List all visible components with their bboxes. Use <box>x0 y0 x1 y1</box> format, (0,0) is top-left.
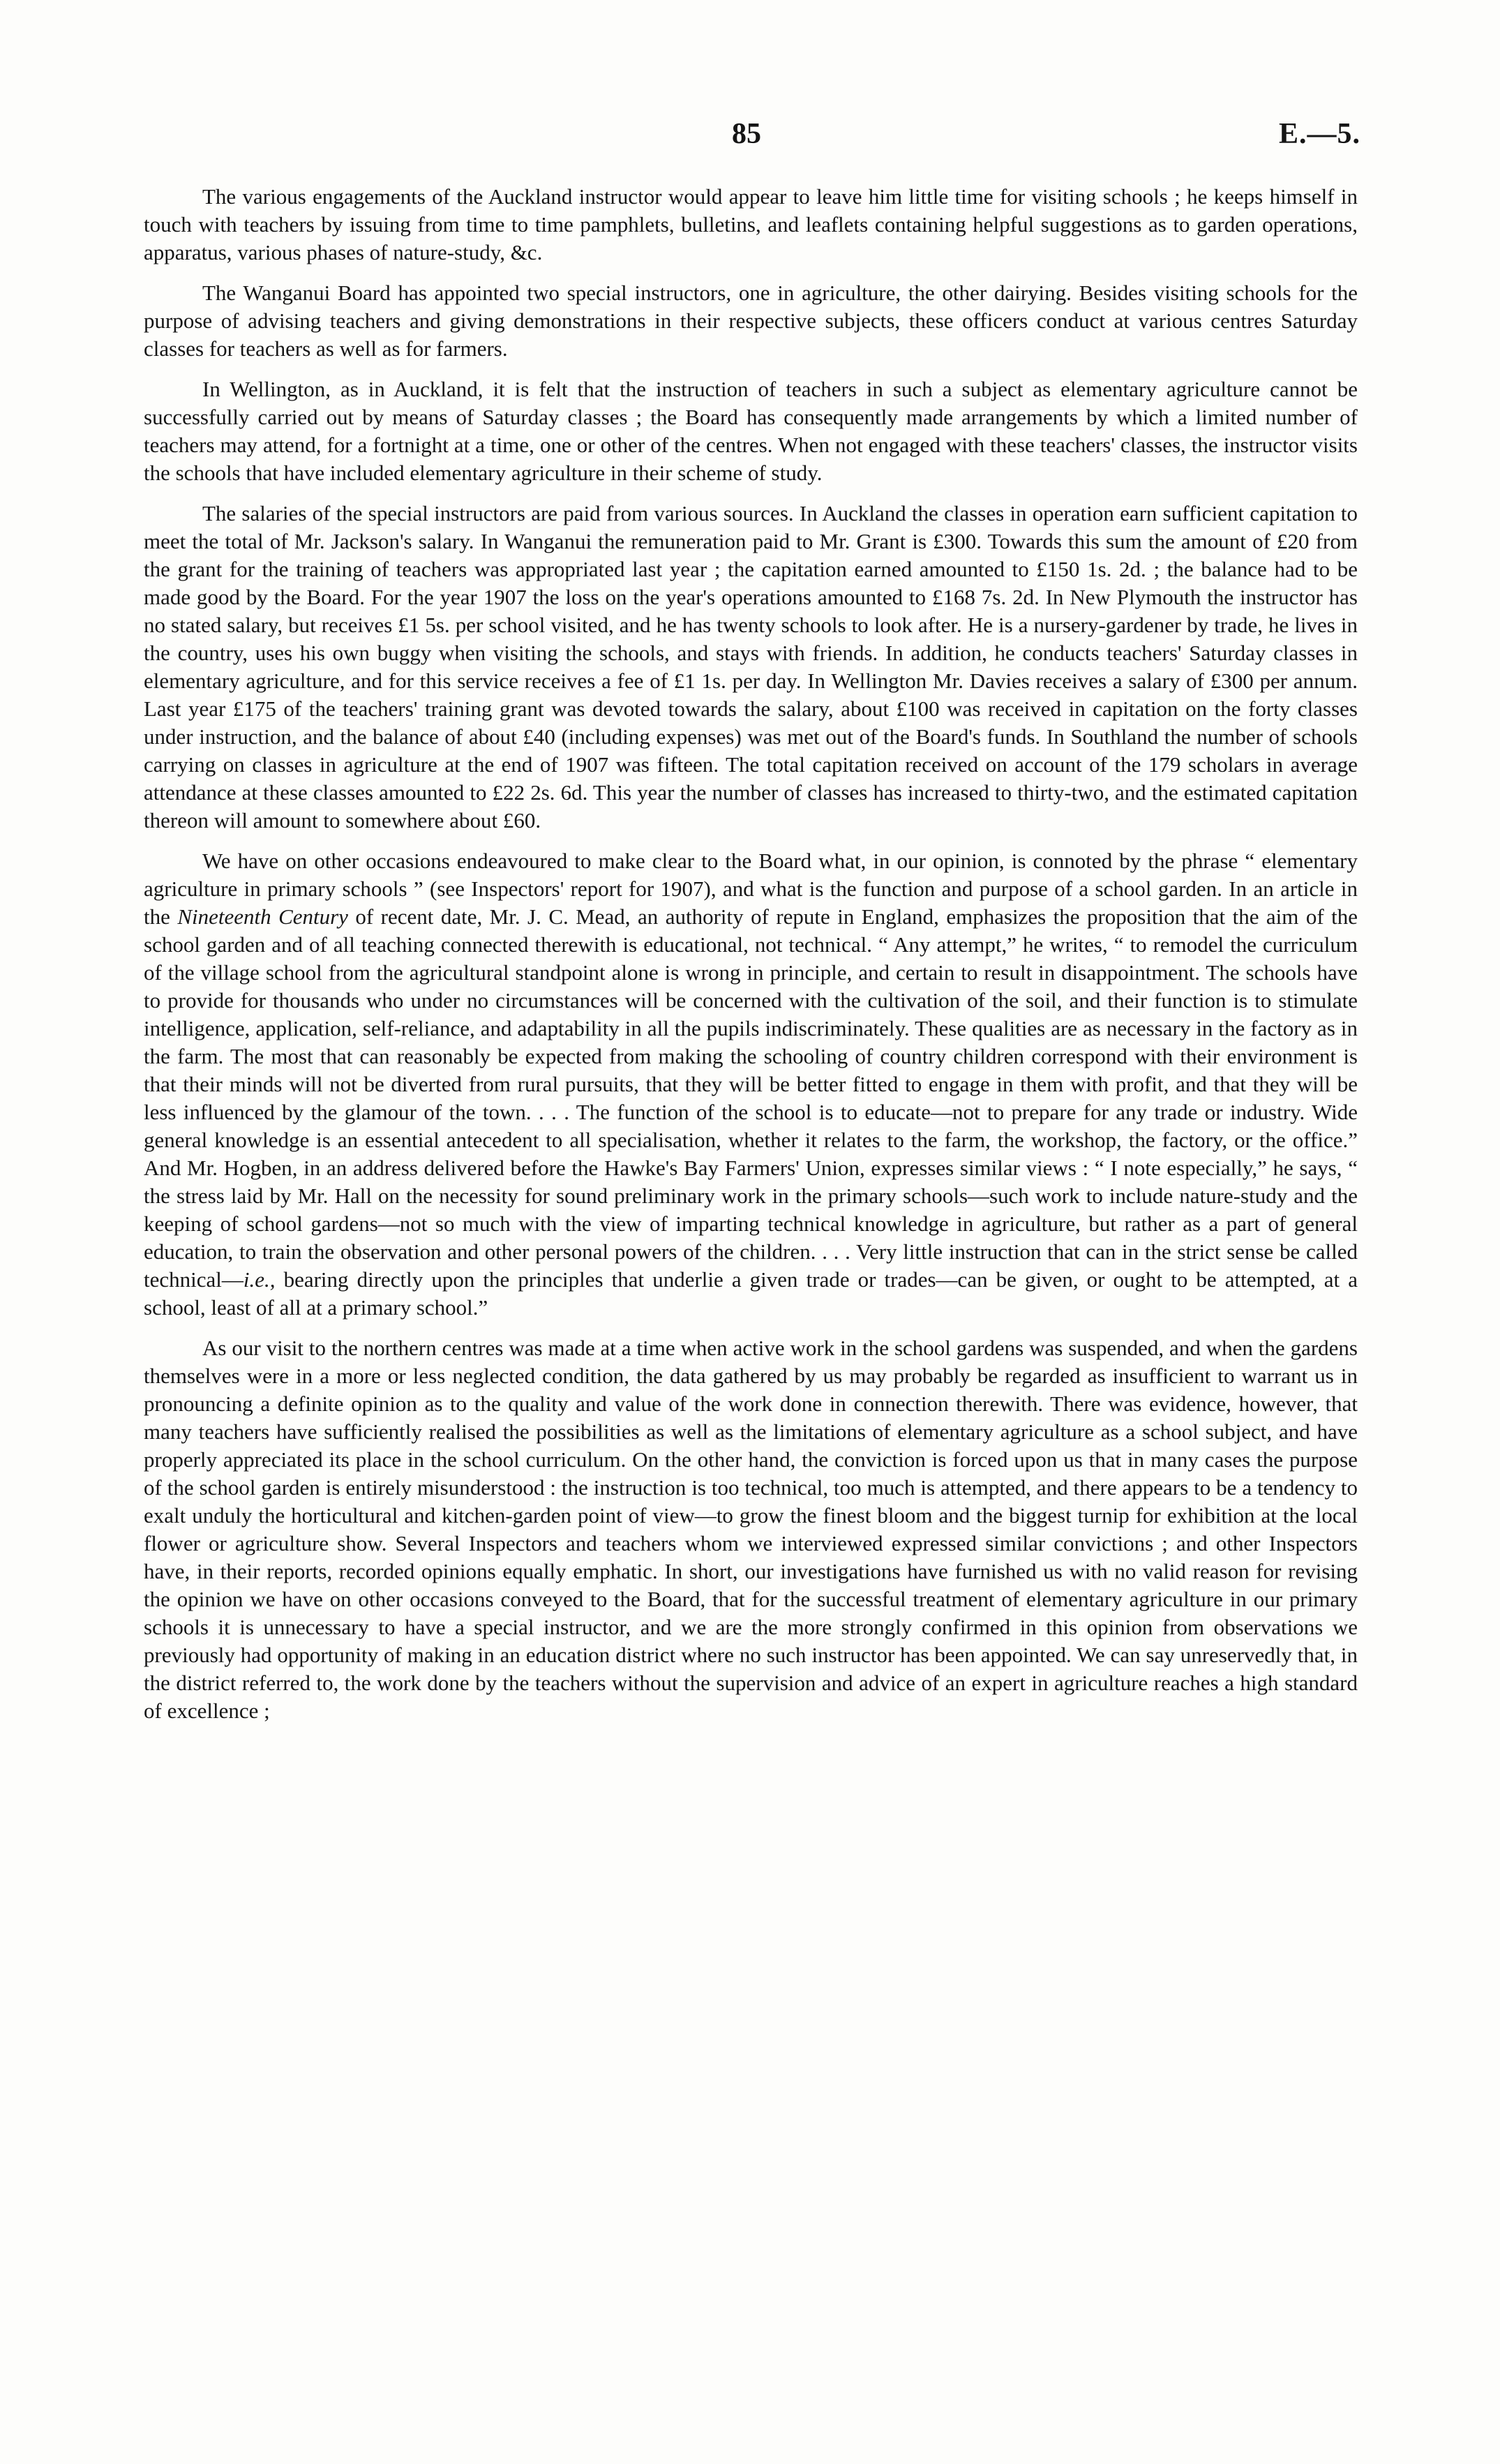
paragraph-text: bearing directly upon the principles that underlie a given trade or trades—can be given, or ought to be attempted, at a school, least of all at a primary school.” <box>144 1267 1358 1320</box>
body-text <box>144 183 1358 1738</box>
paragraph-text: of recent date, Mr. J. C. Mead, an authority of repute in England, emphasizes the proposition that the aim of the school garden and of all teaching connected therewith is educational, not technical. “ Any attempt,” he writes, “ to remodel the curriculum of the village school from the agricultural standpoint alone is wrong in principle, and certain to result in disappointment. The schools have to provide for thousands who under no circumstances will be concerned with the cultivation of the soil, and their function is to stimulate intelligence, application, self-reliance, and adaptability in all the pupils indiscriminately. These qualities are as necessary in the factory as in the farm. The most that can reasonably be expected from making the schooling of country children correspond with their environment is that their minds will not be diverted from rural pursuits, that they will be better fitted to engage in them with profit, and that they will be less influenced by the glamour of the town. . . . The function of the school is to educate—not to prepare for any trade or industry. Wide general knowledge is an essential antecedent to all specialisation, whether it relates to the farm, the workshop, the factory, or the office.” And Mr. Hogben, in an address delivered before the Hawke's Bay Farmers' Union, expresses similar views : “ I note especially,” he says, “ the stress laid by Mr. Hall on the necessity for sound preliminary work in the primary schools—such work to include nature-study and the keeping of school gardens—not so much with the view of imparting technical knowledge in agriculture, but rather as a part of general education, to train the observation and other personal powers of the children. . . . Very little instruction that can in the strict sense be called technical— <box>144 904 1358 1292</box>
italic-abbreviation: i.e., <box>243 1267 276 1292</box>
paragraph-instructor-salaries: The salaries of the special instructors are paid from various sources. In Auckland the classes in operation earn sufficient capitation to meet the total of Mr. Jackson's salary. In Wanganui the remuneration paid to Mr. Grant is £300. Towards this sum the amount of £20 from the grant for the training of teachers was appropriated last year ; the capitation earned amounted to £150 1s. 2d. ; the balance had to be made good by the Board. For the year 1907 the loss on the year's operations amounted to £168 7s. 2d. In New Plymouth the instructor has no stated salary, but receives £1 5s. per school visited, and he has twenty schools to look after. He is a nursery-gardener by trade, he lives in the country, uses his own buggy when visiting the schools, and stays with friends. In addition, he conducts teachers' Saturday classes in elementary agriculture, and for this service receives a fee of £1 1s. per day. In Wellington Mr. Davies receives a salary of £300 per annum. Last year £175 of the teachers' training grant was devoted towards the salary, about £100 was received in capitation on the forty classes under instruction, and the balance of about £40 (including expenses) was met out of the Board's funds. In Southland the number of schools carrying on classes in agriculture at the end of 1907 was fifteen. The total capitation received on account of the 179 scholars in average attendance at these classes amounted to £22 2s. 6d. This year the number of classes has increased to thirty-two, and the estimated capitation thereon will amount to somewhere about £60. <box>144 501 1358 832</box>
document-reference: E.—5. <box>1278 118 1360 150</box>
paragraph-wanganui-board: The Wanganui Board has appointed two special instructors, one in agriculture, the other dairying. Besides visiting schools for the purpose of advising teachers and giving demonstrations in their respective subjects, these officers conduct at various centres Saturday classes for teachers as well as for farmers. <box>144 281 1358 361</box>
paragraph-northern-centres: As our visit to the northern centres was made at a time when active work in the school gardens was suspended, and when the gardens themselves were in a more or less neglected condition, the data gathered by us may probably be regarded as insufficient to warrant us in pronouncing a definite opinion as to the quality and value of the work done in connection therewith. There was evidence, however, that many teachers have sufficiently realised the possibilities as well as the limitations of elementary agriculture as a school subject, and have properly appreciated its place in the school curriculum. On the other hand, the conviction is forced upon us that in many cases the purpose of the school garden is entirely misunderstood : the instruction is too technical, too much is attempted, and there appears to be a tendency to exalt unduly the horticultural and kitchen-garden point of view—to grow the finest bloom and the biggest turnip for exhibition at the local flower or agriculture show. Several Inspectors and teachers whom we interviewed expressed similar convictions ; and other Inspectors have, in their reports, recorded opinions equally emphatic. In short, our investigations have furnished us with no valid reason for revising the opinion we have on other occasions conveyed to the Board, that for the successful treatment of elementary agriculture in our primary schools it is unnecessary to have a special instructor, and we are the more strongly confirmed in this opinion from observations we previously had opportunity of making in an education district where no such instructor has been appointed. We can say unreservedly that, in the district referred to, the work done by the teachers without the supervision and advice of an expert in agriculture reaches a high standard of excellence ; <box>144 1336 1358 1723</box>
page-number: 85 <box>732 118 761 150</box>
paragraph-elementary-agriculture-purpose <box>144 847 1358 1322</box>
paragraph-wellington: In Wellington, as in Auckland, it is felt that the instruction of teachers in such a subject as elementary agriculture cannot be successfully carried out by means of Saturday classes ; the Board has consequently made arrangements by which a limited number of teachers may attend, for a fortnight at a time, one or other of the centres. When not engaged with these teachers' classes, the instructor visits the schools that have included elementary agriculture in their scheme of study. <box>144 377 1358 485</box>
journal-title: Nineteenth Century <box>177 904 348 929</box>
paragraph-text: We have on other occasions endeavoured to make clear to the Board what, in our opinion, is connoted by the phrase “ elementary agriculture in primary schools ” (see Inspectors' report for 1907), and what is the function and purpose of a school garden. In an article in the <box>144 849 1358 929</box>
paragraph-auckland-instructor: The various engagements of the Auckland instructor would appear to leave him little time for visiting schools ; he keeps himself in touch with teachers by issuing from time to time pamphlets, bulletins, and leaflets containing helpful suggestions as to garden operations, apparatus, various phases of nature-study, &c. <box>144 184 1358 264</box>
